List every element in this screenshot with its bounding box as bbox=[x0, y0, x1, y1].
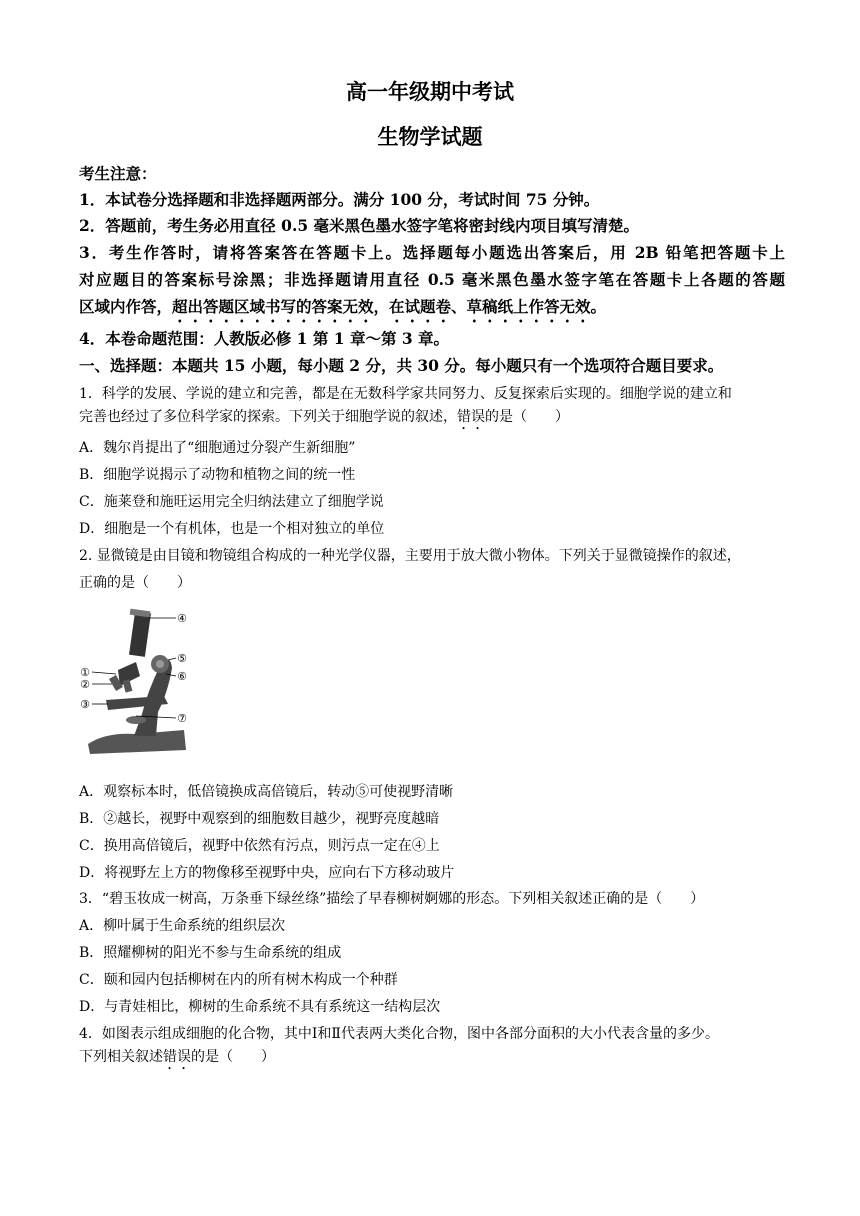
notice-item-4: 4．本卷命题范围：人教版必修 1 第 1 章～第 3 章。 bbox=[79, 329, 450, 348]
notice-item-3: 3．考生作答时，请将答案答在答题卡上。选择题每小题选出答案后，用 2B 铅笔把答题卡上 bbox=[79, 243, 785, 262]
q3-option-a: A．柳叶属于生命系统的组织层次 bbox=[79, 918, 286, 934]
q1-stem-text: 完善也经过了多位科学家的探索。下列关于细胞学说的叙述， bbox=[79, 409, 457, 425]
notice-heading: 考生注意： bbox=[79, 164, 157, 183]
q1-stem-line1: 1．科学的发展、学说的建立和完善，都是在无数科学家共同努力、反复探索后实现的。细胞学说的建立和 bbox=[79, 386, 732, 402]
q2-stem-line1: 2. 显微镜是由目镜和物镜组合构成的一种光学仪器，主要用于放大微小物体。下列关于显微镜操作的叙述， bbox=[79, 548, 741, 564]
notice-item-1: 1．本试卷分选择题和非选择题两部分。满分 100 分，考试时间 75 分钟。 bbox=[79, 190, 600, 209]
q4-emphasis-word: 错误 bbox=[163, 1049, 191, 1065]
notice-item-3-cont-1: 对应题目的答案标号涂黑；非选择题请用直径 0.5 毫米黑色墨水签字笔在答题卡上各题的答题 bbox=[79, 270, 785, 289]
q2-option-c: C．换用高倍镜后，视野中依然有污点，则污点一定在④上 bbox=[79, 838, 440, 854]
q4-stem-line1: 4．如图表示组成细胞的化合物，其中Ⅰ和Ⅱ代表两大类化合物，图中各部分面积的大小代表含量的多少。 bbox=[79, 1026, 719, 1042]
emphasis-text: 超出答题区域书写的答案无效，在试题卷、草稿纸上作答无效 bbox=[172, 297, 591, 316]
q2-stem-line2: 正确的是（ ） bbox=[79, 575, 191, 591]
microscope-figure bbox=[76, 604, 192, 760]
figure-label-4: ④ bbox=[177, 612, 187, 625]
figure-label-5: ⑤ bbox=[177, 652, 187, 665]
q2-option-a: A．观察标本时，低倍镜换成高倍镜后，转动⑤可使视野清晰 bbox=[79, 784, 454, 800]
q1-option-b: B．细胞学说揭示了动物和植物之间的统一性 bbox=[79, 467, 356, 483]
q3-option-c: C．颐和园内包括柳树在内的所有树木构成一个种群 bbox=[79, 972, 398, 988]
notice-text: 区域内作答， bbox=[79, 297, 173, 316]
figure-label-1: ① bbox=[80, 666, 90, 679]
q3-stem: 3．“碧玉妆成一树高，万条垂下绿丝绦”描绘了早春柳树婀娜的形态。下列相关叙述正确的是（ ） bbox=[79, 891, 705, 907]
exam-title: 高一年级期中考试 bbox=[346, 79, 514, 104]
q4-stem-line2 bbox=[79, 1046, 785, 1073]
q1-option-a: A．魏尔肖提出了“细胞通过分裂产生新细胞” bbox=[79, 440, 356, 456]
notice-item-2: 2．答题前，考生务必用直径 0.5 毫米黑色墨水签字笔将密封线内项目填写清楚。 bbox=[79, 216, 640, 235]
figure-label-6: ⑥ bbox=[177, 670, 187, 683]
q1-emphasis-word: 错误 bbox=[457, 409, 485, 425]
q3-option-b: B．照耀柳树的阳光不参与生命系统的组成 bbox=[79, 945, 342, 961]
q2-option-d: D．将视野左上方的物像移至视野中央，应向右下方移动玻片 bbox=[79, 865, 455, 881]
figure-label-2: ② bbox=[80, 678, 90, 691]
reflector-mirror bbox=[126, 716, 146, 724]
figure-label-3: ③ bbox=[80, 698, 90, 711]
q1-stem-tail: 的是（ ） bbox=[485, 409, 569, 425]
figure-label-7: ⑦ bbox=[177, 712, 187, 725]
q4-stem-text: 下列相关叙述 bbox=[79, 1049, 163, 1065]
exam-subject-title: 生物学试题 bbox=[377, 124, 483, 149]
q2-option-b: B．②越长，视野中观察到的细胞数目越少，视野亮度越暗 bbox=[79, 811, 440, 827]
microscope-tube bbox=[129, 611, 151, 657]
section-heading: 一、选择题：本题共 15 小题，每小题 2 分，共 30 分。每小题只有一个选项符合题目要求。 bbox=[79, 356, 724, 375]
q3-option-d: D．与青娃相比，柳树的生命系统不具有系统这一结构层次 bbox=[79, 999, 441, 1015]
q1-option-d: D．细胞是一个有机体，也是一个相对独立的单位 bbox=[79, 521, 385, 537]
q1-stem-line2 bbox=[79, 406, 785, 433]
q4-stem-tail: 的是（ ） bbox=[191, 1049, 275, 1065]
notice-text-end: 。 bbox=[590, 297, 607, 316]
notice-item-3-cont-2 bbox=[79, 295, 785, 326]
q1-option-c: C．施莱登和施旺运用完全归纳法建立了细胞学说 bbox=[79, 494, 384, 510]
